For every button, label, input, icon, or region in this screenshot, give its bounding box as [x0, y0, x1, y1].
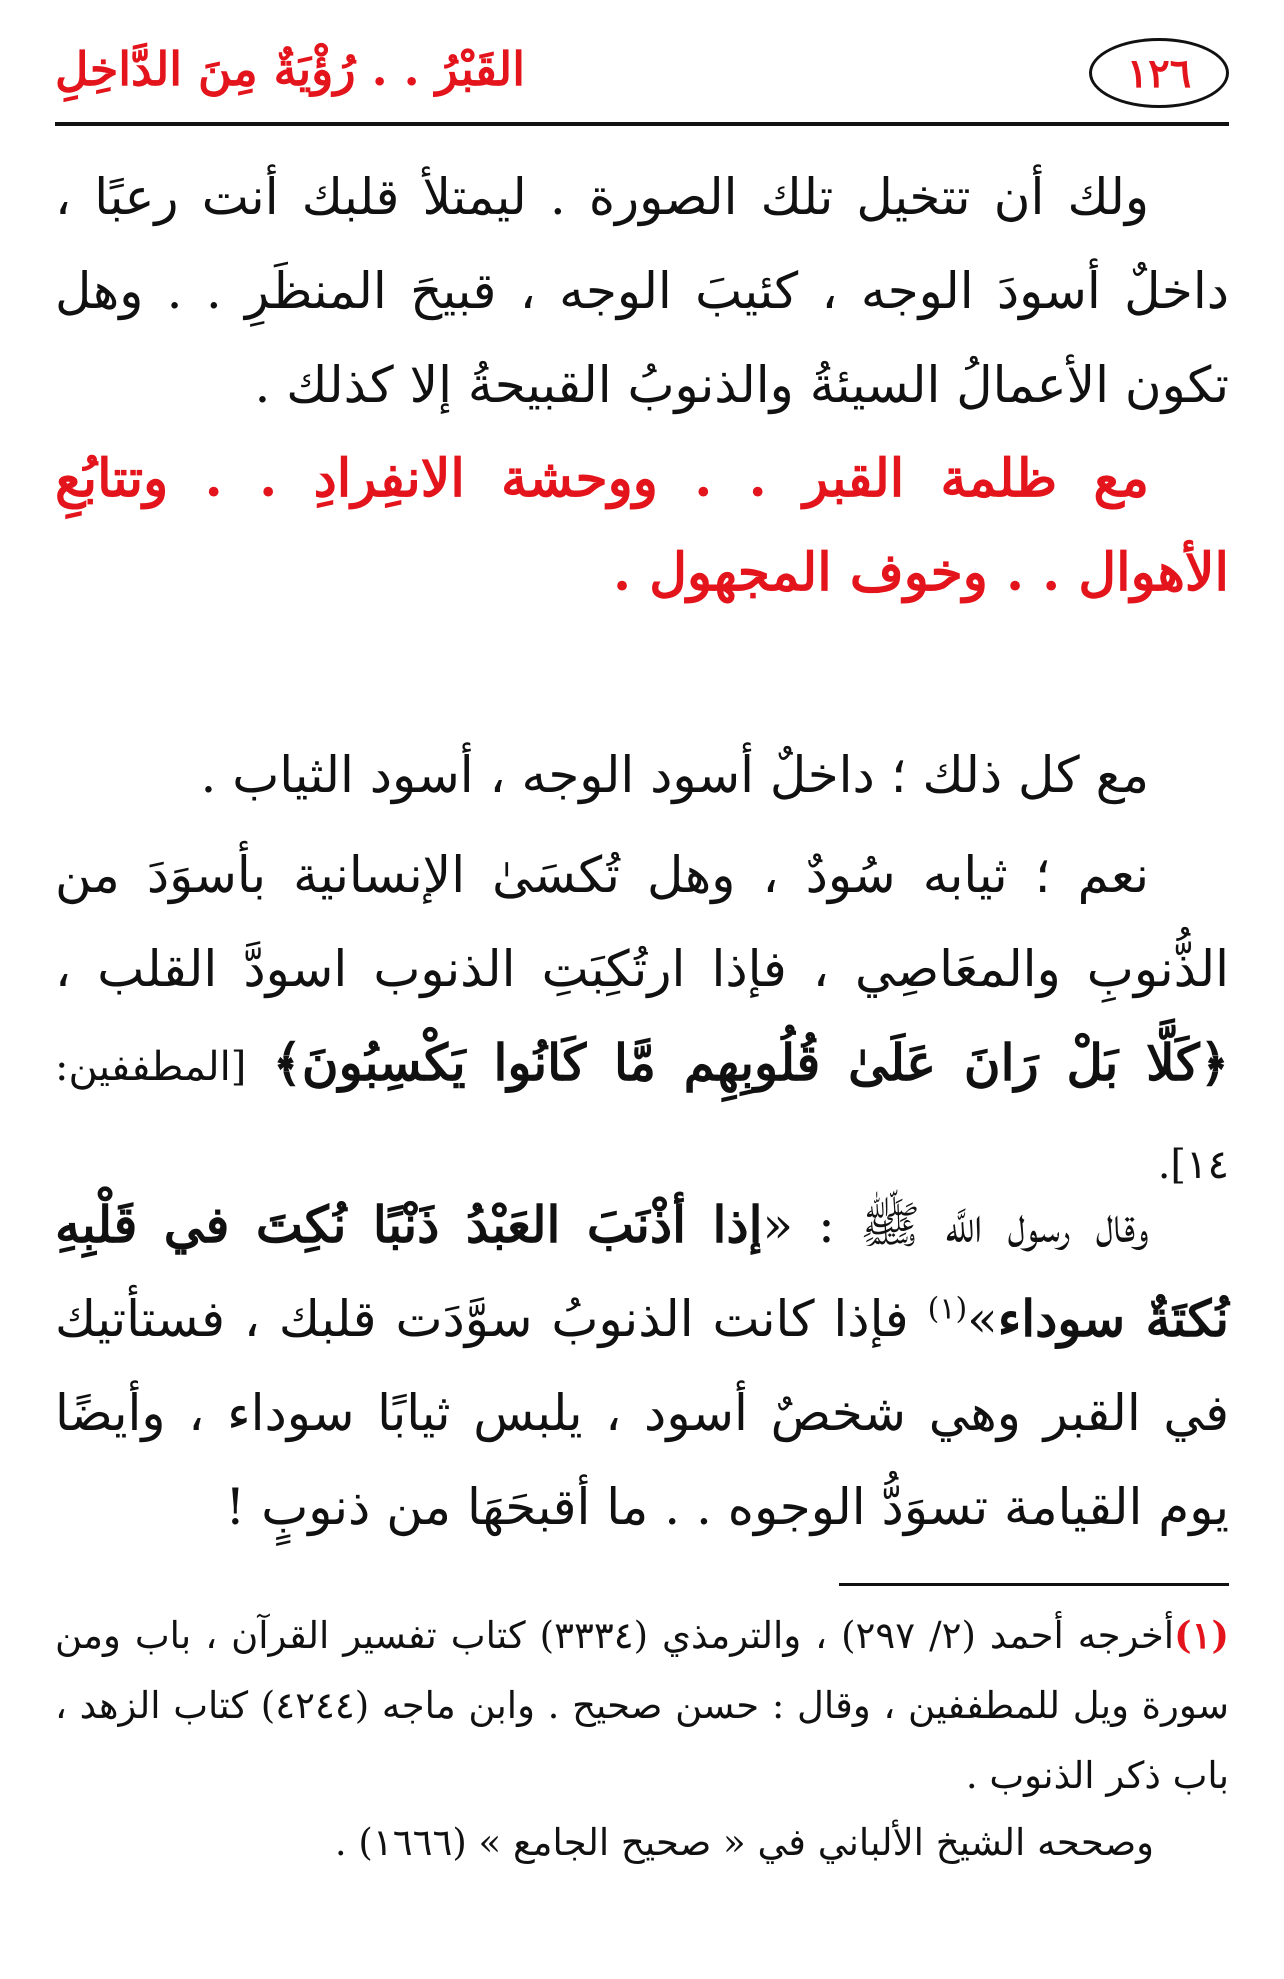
quran-verse: ﴿كَلَّا بَلْ رَانَ عَلَىٰ قُلُوبِهِم مَّا كَانُوا يَكْسِبُونَ﴾: [272, 1033, 1229, 1092]
hadith-intro: وقال رسول اللَّه ﷺ : «: [762, 1196, 1150, 1254]
hadith-close: »: [967, 1290, 998, 1348]
paragraph-3: مع كل ذلك ؛ داخلٌ أسود الوجه ، أسود الثياب .: [200, 746, 1149, 804]
running-title: القَبْرُ . . رُؤْيَةٌ مِنَ الدَّاخِلِ: [55, 42, 525, 96]
verse-reference: [المطففين: ١٤].: [55, 1044, 1229, 1188]
footnote-1-continued: وصححه الشيخ الألباني في « صحيح الجامع » (١٦٦٦) .: [334, 1821, 1154, 1864]
footnote-marker: (١): [1174, 1613, 1229, 1657]
footnote-divider: [839, 1583, 1229, 1586]
footnote-reference[interactable]: (١): [927, 1291, 968, 1327]
paragraph-red-heading: مع ظلمة القبر . . ووحشة الانفِرادِ . . وتتابُعِ الأهوال . . وخوف المجهول .: [55, 448, 1229, 603]
paragraph-5-rest: فإذا كانت الذنوبُ سوَّدَت قلبك ، فستأتيك في القبر وهي شخصٌ أسود ، يلبس ثيابًا سوداء ، وأيضًا يوم القيامة تسوَدُّ الوجوه . . ما أقبحَهَا من ذنوبٍ !: [55, 1290, 1229, 1536]
paragraph-5: [55, 1178, 1229, 1554]
footnote-1: [55, 1600, 1229, 1811]
paragraph-1: ولك أن تتخيل تلك الصورة . ليمتلأ قلبك أنت رعبًا ، داخلٌ أسودَ الوجه ، كئيبَ الوجه ، قبيحَ المنظَرِ . . وهل تكون الأعمالُ السيئةُ والذنوبُ القبيحةُ إلا كذلك .: [55, 168, 1229, 414]
paragraph-4-text: نعم ؛ ثيابه سُودٌ ، وهل تُكسَىٰ الإنسانية بأسوَدَ من الذُّنوبِ والمعَاصِي ، فإذا ارتُكِبَتِ الذنوب اسودَّ القلب ،: [55, 846, 1229, 998]
paragraph-4: [55, 828, 1229, 1212]
header-divider: [55, 122, 1229, 126]
footnote-line-1: أخرجه أحمد (٢/ ٢٩٧) ، والترمذي (٣٣٣٤) كتاب تفسير القرآن ، باب ومن سورة ويل للمطففين ، وقال : حسن صحيح . وابن ماجه (٤٢٤٤) كتاب الزهد ، باب ذكر الذنوب .: [55, 1614, 1229, 1797]
page-number: ١٢٦: [1089, 38, 1229, 108]
hadith-text: إذا أذْنَبَ العَبْدُ ذَنْبًا نُكِتَ في قَلْبِهِ نُكتَةٌ سوداء: [55, 1195, 1229, 1348]
page-header: [55, 38, 1229, 120]
